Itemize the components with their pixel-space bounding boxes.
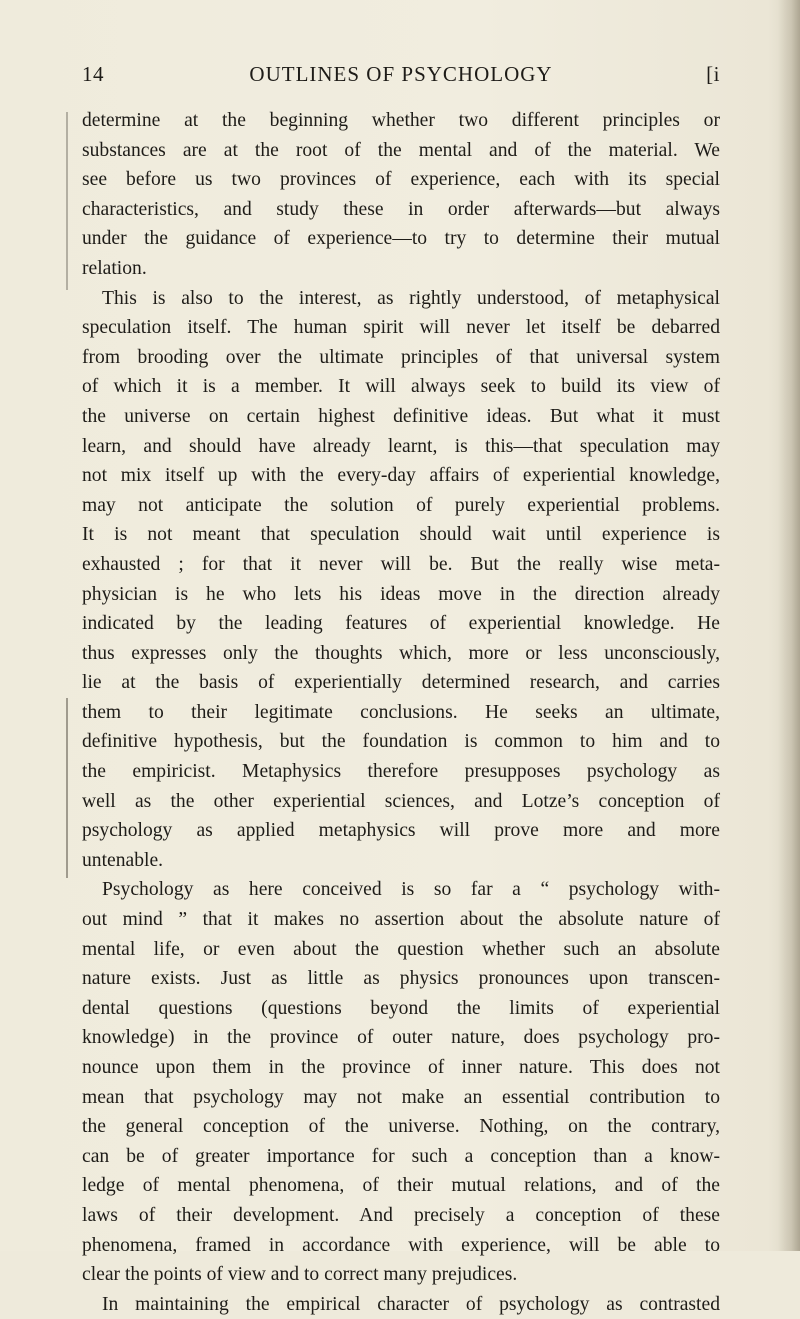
text-line: from brooding over the ultimate principles of that universal system	[82, 346, 720, 368]
text-line: relation.	[82, 257, 147, 279]
text-line: can be of greater importance for such a conception than a know-	[82, 1145, 720, 1167]
text-line: mental life, or even about the question whether such an absolute	[82, 938, 720, 960]
text-line: them to their legitimate conclusions. He seeks an ultimate,	[82, 701, 720, 723]
text-line: well as the other experiential sciences, and Lotze’s conception of	[82, 790, 720, 812]
text-line: mean that psychology may not make an essential contribution to	[82, 1086, 720, 1108]
text-line: under the guidance of experience—to try to determine their mutual	[82, 228, 720, 250]
text-line: speculation itself. The human spirit will never let itself be debarred	[82, 317, 720, 339]
text-line: definitive hypothesis, but the foundation is common to him and to	[82, 731, 720, 753]
text-line: of which it is a member. It will always seek to build its view of	[82, 376, 720, 398]
margin-mark-middle	[66, 698, 68, 878]
margin-mark-top	[66, 112, 68, 290]
text-line: phenomena, framed in accordance with experience, will be able to	[82, 1234, 720, 1256]
text-line: ledge of mental phenomena, of their mutual relations, and of the	[82, 1175, 720, 1197]
page-edge-shadow	[778, 0, 800, 1251]
text-line: lie at the basis of experientially determined research, and carries	[82, 672, 720, 694]
text-line: see before us two provinces of experience, each with its special	[82, 169, 720, 191]
text-line: dental questions (questions beyond the limits of experiential	[82, 997, 720, 1019]
text-line: indicated by the leading features of experiential knowledge. He	[82, 613, 720, 635]
text-line: laws of their development. And precisely a conception of these	[82, 1204, 720, 1226]
text-line: not mix itself up with the every-day affairs of experiential knowledge,	[82, 465, 720, 487]
chapter-mark: [i	[706, 62, 720, 86]
text-line: exhausted ; for that it never will be. But the really wise meta-	[82, 553, 720, 575]
text-line: This is also to the interest, as rightly understood, of metaphysical	[102, 287, 720, 309]
page-number: 14	[82, 62, 104, 86]
text-line: the empiricist. Metaphysics therefore presupposes psychology as	[82, 761, 720, 783]
text-line: nature exists. Just as little as physics pronounces upon transcen-	[82, 968, 720, 990]
text-line: learn, and should have already learnt, is this—that speculation may	[82, 435, 720, 457]
text-line: may not anticipate the solution of purely experiential problems.	[82, 494, 720, 516]
text-line: Psychology as here conceived is so far a “ psychology with-	[102, 879, 720, 901]
text-line: nounce upon them in the province of inner nature. This does not	[82, 1057, 720, 1078]
text-line: out mind ” that it makes no assertion about the absolute nature of	[82, 909, 720, 931]
text-line: psychology as applied metaphysics will prove more and more	[82, 820, 720, 842]
text-line: In maintaining the empirical character of psychology as contrasted	[102, 1293, 720, 1315]
text-line: It is not meant that speculation should wait until experience is	[82, 524, 720, 546]
text-line: physician is he who lets his ideas move in the direction already	[82, 583, 720, 605]
running-title: OUTLINES OF PSYCHOLOGY	[249, 62, 553, 86]
text-line: thus expresses only the thoughts which, more or less unconsciously,	[82, 642, 720, 664]
text-line: knowledge) in the province of outer nature, does psychology pro-	[82, 1027, 720, 1049]
text-line: substances are at the root of the mental and of the material. We	[82, 139, 720, 161]
running-header	[82, 62, 720, 92]
text-line: the universe on certain highest definitive ideas. But what it must	[82, 405, 720, 427]
text-line: the general conception of the universe. Nothing, on the contrary,	[82, 1116, 720, 1138]
text-line: clear the points of view and to correct many prejudices.	[82, 1264, 518, 1286]
text-line: untenable.	[82, 849, 164, 871]
text-line: characteristics, and study these in order afterwards—but always	[82, 198, 720, 220]
text-line: determine at the beginning whether two different principles or	[82, 110, 720, 131]
body-text	[82, 106, 720, 1319]
